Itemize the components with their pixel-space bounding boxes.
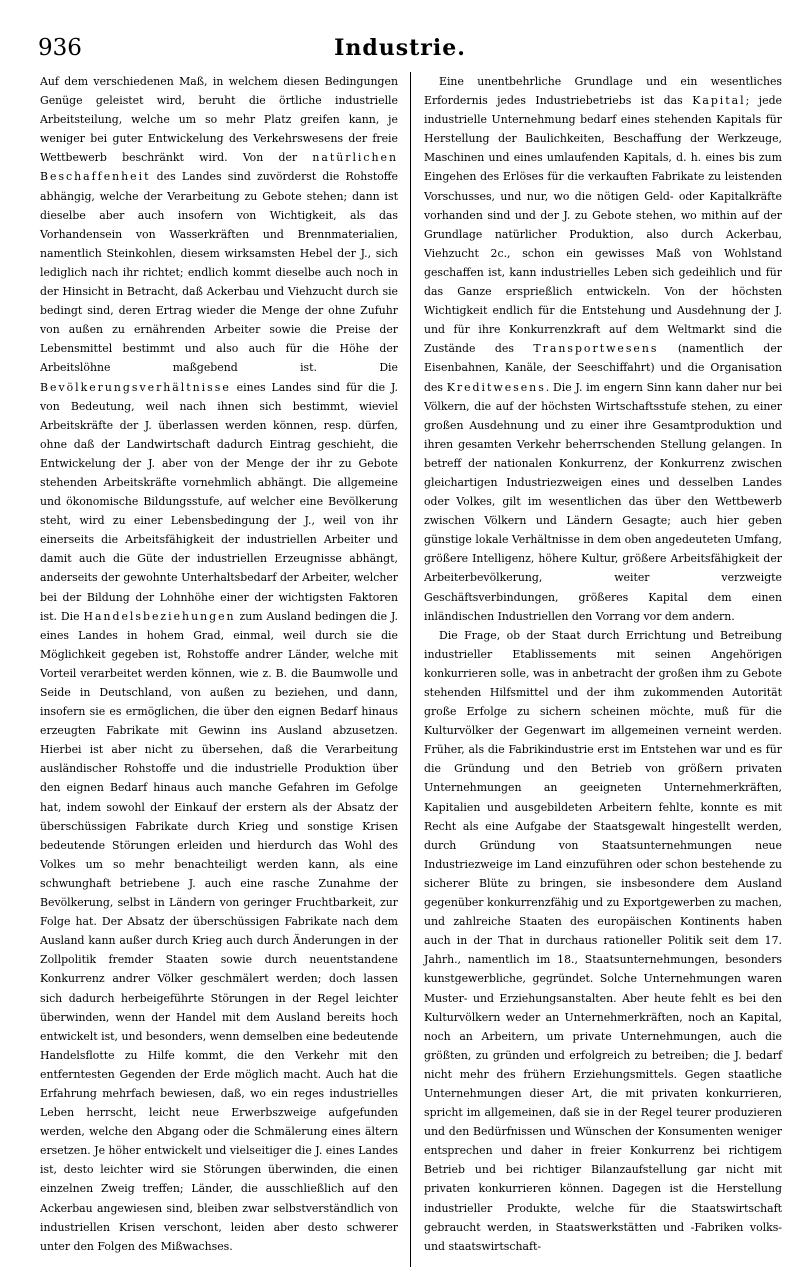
- emphasized-term: natürlichen Beschaffenheit: [40, 151, 398, 184]
- running-title: Industrie.: [334, 35, 466, 61]
- text-run: ; jede industrielle Unternehmung bedarf eines stehenden Kapitals für Herstellung der Baulichkeiten, Beschaffung der Werkzeuge, Maschinen und eines umlaufenden Kapitals, d. h. eines bis zum Eingehen des Erlöses für die verkauften Fabrikate zu leistenden Vorschusses, und nur, wo die nötigen Geld- oder Kapitalkräfte vorhanden sind und der J. zu Gebote stehen, wo mithin auf der Grundlage natürlicher Produktion, also durch Ackerbau, Viehzucht 2c., schon ein gewisses Maß von Wohlstand geschaffen ist, kann industrielles Leben sich gedeihlich und für das Ganze ersprießlich entwickeln. Von der höchsten Wichtigkeit endlich für die Entstehung und Ausdehnung der J. und für ihre Konkurrenzkraft auf dem Weltmarkt sind die Zustände des: [424, 94, 782, 356]
- right-column: [424, 72, 782, 1256]
- emphasized-term: Transportwesens: [533, 342, 659, 356]
- text-run: zum Ausland bedingen die J. eines Landes in hohem Grad, einmal, weil durch sie die Möglichkeit gegeben ist, Rohstoffe andrer Länder, welche mit Vorteil verarbeitet werden können, wie z. B. die Baumwolle und Seide in Deutschland, von außen zu beziehen, und dann, insofern sie es ermöglichen, die über den eignen Bedarf hinaus erzeugten Fabrikate mit Gewinn ins Ausland abzusetzen. Hierbei ist aber nicht zu übersehen, daß die Verarbeitung ausländischer Rohstoffe und die industrielle Produktion über den eignen Bedarf hinaus auch manche Gefahren im Gefolge hat, indem sowohl der Einkauf der erstern als der Absatz der überschüssigen Fabrikate durch Krieg und sonstige Krisen bedeutende Störungen erleiden und hierdurch das Wohl des Volkes um so mehr benachteiligt werden kann, als eine schwunghaft betriebene J. auch eine rasche Zunahme der Bevölkerung, selbst in Ländern von geringer Fruchtbarkeit, zur Folge hat. Der Absatz der überschüssigen Fabrikate nach dem Ausland kann außer durch Krieg auch durch Änderungen in der Zollpolitik fremder Staaten sowie durch neuentstandene Konkurrenz andrer Völker geschmälert werden; doch lassen sich dadurch herbeigeführte Störungen in der Regel leichter überwinden, wenn der Handel mit dem Ausland bereits hoch entwickelt ist, und besonders, wenn demselben eine bedeutende Handelsflotte zu Hilfe kommt, die den Verkehr mit den entferntesten Gegenden der Erde möglich macht. Auch hat die Erfahrung mehrfach bewiesen, daß, wo ein reges industrielles Leben herrscht, leicht neue Erwerbszweige aufgefunden werden, welche den Abgang oder die Schmälerung eines ältern ersetzen. Je höher entwickelt und vielseitiger die J. eines Landes ist, desto leichter wird sie Störungen überwinden, die einen einzelnen Zweig treffen; Länder, die ausschließlich auf den Ackerbau angewiesen sind, bleiben zwar selbstverständlich von industriellen Krisen verschont, leiden aber desto schwerer unter den Folgen des Mißwachses.: [40, 609, 399, 1253]
- page-header: [38, 33, 762, 67]
- left-paragraph: [40, 72, 398, 1256]
- text-run: Eine unentbehrliche Grundlage und ein wesentliches Erfordernis jedes Industriebetriebs ist das: [424, 75, 782, 108]
- emphasized-term: Kapital: [692, 94, 746, 108]
- emphasized-term: Bevölkerungsverhältnisse: [40, 380, 231, 394]
- column-divider: [410, 72, 411, 1267]
- text-run: Auf dem verschiedenen Maß, in welchem diesen Bedingungen Genüge geleistet wird, beruht die örtliche industrielle Arbeitsteilung, welche um so mehr Platz greifen kann, je weniger bei guter Entwickelung des Verkehrswesens der freie Wettbewerb beschränkt wird. Von der: [40, 75, 398, 165]
- text-run: (namentlich der Eisenbahnen, Kanäle, der Seeschiffahrt) und die Organisation des: [424, 342, 783, 394]
- text-run: eines Landes sind für die J. von Bedeutung, weil nach ihnen sich bestimmt, wieviel Arbeitskräfte der J. überlassen werden können, resp. dürfen, ohne daß der Landwirtschaft dadurch Eintrag geschieht, die Entwickelung der J. aber von der Menge der ihr zu Gebote stehenden Arbeitskräfte vornehmlich abhängt. Die allgemeine und ökonomische Bildungsstufe, auf welcher eine Bevölkerung steht, wird zu einer Lebensbedingung der J., weil von ihr einerseits die Arbeitsfähigkeit der industriellen Arbeiter und damit auch die Güte der industriellen Erzeugnisse abhängt, anderseits der gewohnte Unterhaltsbedarf der Arbeiter, welcher bei der Bildung der Lohnhöhe einer der wichtigsten Faktoren ist. Die: [40, 380, 398, 623]
- emphasized-term: Kreditwesens: [446, 380, 546, 394]
- emphasized-term: Handelsbeziehungen: [83, 609, 236, 623]
- text-run: des Landes sind zuvörderst die Rohstoffe abhängig, welche der Verarbeitung zu Gebote stehen; dann ist dieselbe aber auch insofern von Wichtigkeit, als das Vorhandensein von Wasserkräften und Brennmaterialien, namentlich Steinkohlen, diesem wirksamsten Hebel der J., sich lediglich nach ihr richtet; endlich kommt dieselbe auch noch in der Hinsicht in Betracht, daß Ackerbau und Viehzucht durch sie bedingt sind, deren Ertrag wieder die Menge der ohne Zufuhr von außen zu ernährenden Arbeiter sowie die Preise der Lebensmittel bestimmt und also auch für die Höhe der Arbeitslöhne maßgebend ist. Die: [40, 170, 398, 375]
- text-run: . Die J. im engern Sinn kann daher nur bei Völkern, die auf der höchsten Wirtschaftsstufe stehen, zu einer großen Ausdehnung und zu einer ihre Gesamtproduktion und ihren gesamten Verkehr beherrschenden Stellung gelangen. In betreff der nationalen Konkurrenz, der Konkurrenz zwischen gleichartigen Industriezweigen eines und desselben Landes oder Volkes, gilt im wesentlichen das über den Wettbewerb zwischen Völkern und Ländern Gesagte; auch hier geben günstige lokale Verhältnisse in dem oben angedeuteten Umfang, größere Intelligenz, höhere Kultur, größere Arbeitsfähigkeit der Arbeiterbevölkerung, weiter verzweigte Geschäftsverbindungen, größeres Kapital dem einen inländischen Industriellen den Vorrang vor dem andern.: [424, 380, 782, 623]
- right-paragraph-capital: [424, 72, 782, 626]
- left-column: [40, 72, 398, 1256]
- right-paragraph-state: Die Frage, ob der Staat durch Errichtung und Betreibung industrieller Etablissements mit seinen Angehörigen konkurrieren solle, was in anbetracht der großen ihm zu Gebote stehenden Hilfsmittel und der ihm zukommenden Autorität große Erfolge zu sichern scheinen möchte, muß für die Kulturvölker der Gegenwart im allgemeinen verneint werden. Früher, als die Fabrikindustrie erst im Entstehen war und es für die Gründung und den Betrieb von größern privaten Unternehmungen an geeigneten Unternehmerkräften, Kapitalien und ausgebildeten Arbeitern fehlte, konnte es mit Recht als eine Aufgabe der Staatsgewalt hingestellt werden, durch Gründung von Staatsunternehmungen neue Industriezweige im Land einzuführen oder schon bestehende zu sicherer Blüte zu bringen, sie insbesondere dem Ausland gegenüber konkurrenzfähig und zu Exportgewerben zu machen, und zahlreiche Staaten des europäischen Kontinents haben auch in der That in durchaus rationeller Politik seit dem 17. Jahrh., namentlich im 18., Staatsunternehmungen, besonders kunstgewerbliche, gegründet. Solche Unternehmungen waren Muster- und Erziehungsanstalten. Aber heute fehlt es bei den Kulturvölkern weder an Unternehmerkräften, noch an Kapital, noch an Arbeitern, um private Unternehmungen, auch die größten, zu gründen und erfolgreich zu betreiben; die J. bedarf nicht mehr des frühern Erziehungsmittels. Gegen staatliche Unternehmungen dieser Art, die mit privaten konkurrieren, spricht im allgemeinen, daß sie in der Regel teurer produzieren und den Bedürfnissen und Wünschen der Konsumenten weniger entsprechen und daher in freier Konkurrenz bei richtigem Betrieb und bei richtiger Bilanzaufstellung gar nicht mit privaten konkurrieren können. Dagegen ist die Herstellung industrieller Produkte, welche für die Staatswirtschaft gebraucht werden, in Staatswerkstätten und -Fabriken volks- und staatswirtschaft-: [424, 628, 782, 1253]
- page-number: 936: [38, 35, 82, 61]
